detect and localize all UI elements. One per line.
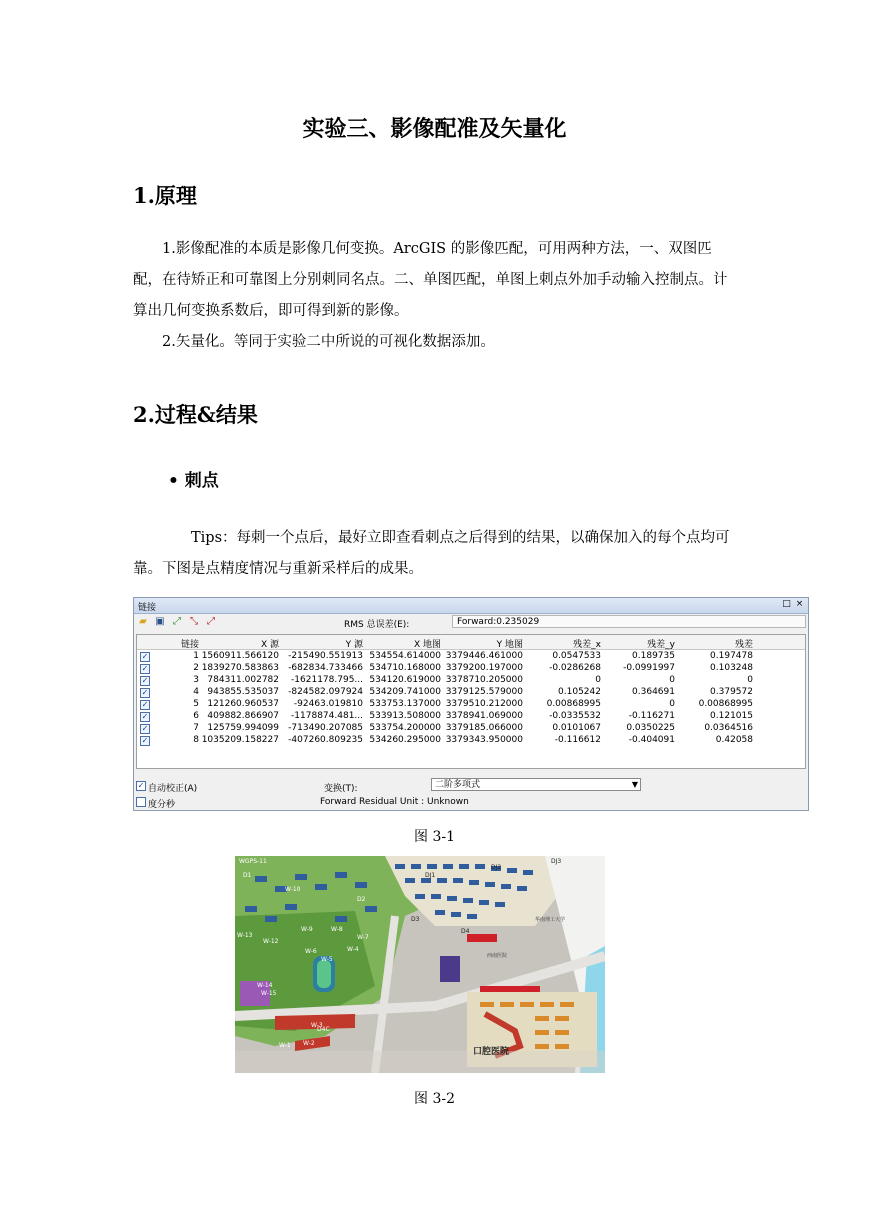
dms-label: 度分秒 (148, 800, 176, 810)
tips-paragraph: Tips：每刺一个点后，最好立即查看刺点之后得到的结果，以确保加入的每个点均可靠。下图是点精度情况与重新采样后的成果。 (133, 530, 730, 577)
transform-select-value: 二阶多项式 (435, 780, 481, 790)
bullet-heading-points: • 刺点 (168, 471, 219, 491)
table-cell: 0.0547533 (552, 651, 601, 661)
map-label-w-5: W-5 (321, 956, 333, 963)
table-cell: 0.00868995 (546, 699, 601, 709)
table-cell: 0.0350225 (626, 723, 675, 733)
table-cell: 0.0101067 (552, 723, 601, 733)
map-label-d4: D4 (461, 928, 470, 935)
table-row[interactable] (137, 735, 805, 746)
col-residual-y[interactable]: 残差_y (647, 640, 675, 650)
registered-map-image (235, 856, 605, 1073)
close-icon[interactable]: × (795, 599, 804, 609)
table-cell: 0.364691 (632, 687, 675, 697)
col-y-source[interactable]: Y 源 (345, 640, 363, 650)
table-cell: 0.0364516 (704, 723, 753, 733)
figure-caption-3-2: 图 3-2 (414, 1091, 455, 1107)
dialog-toolbar (134, 614, 808, 631)
table-cell: 534260.295000 (369, 735, 441, 745)
table-cell: 125759.994099 (207, 723, 279, 733)
chevron-down-icon: ▼ (631, 780, 638, 789)
table-cell: 0.00868995 (698, 699, 753, 709)
row-checkbox[interactable]: ✓ (141, 700, 149, 709)
residual-unit-text: Forward Residual Unit : Unknown (320, 797, 469, 807)
table-cell: 533754.200000 (369, 723, 441, 733)
table-cell: 534710.168000 (369, 663, 441, 673)
table-cell: -215490.551913 (288, 651, 363, 661)
map-label-w-1: W-1 (279, 1042, 291, 1049)
table-cell: 3379185.066000 (445, 723, 523, 733)
table-cell: -824582.097924 (288, 687, 363, 697)
table-row[interactable] (137, 711, 805, 722)
table-cell: 0.189735 (632, 651, 675, 661)
map-label-d4c: D4C (317, 1026, 330, 1033)
row-checkbox[interactable]: ✓ (141, 676, 149, 685)
table-cell: 7 (193, 723, 199, 733)
table-cell: 3378941.069000 (445, 711, 523, 721)
link-dialog (133, 597, 809, 811)
row-checkbox[interactable]: ✓ (141, 724, 149, 733)
map-label-dj2: DJ2 (491, 864, 502, 871)
page-title: 实验三、影像配准及矢量化 (302, 116, 567, 142)
table-cell: 0.42058 (715, 735, 753, 745)
principle-paragraph-2: 2.矢量化。等同于实验二中所说的可视化数据添加。 (162, 334, 495, 350)
map-label-w-15: W-15 (261, 990, 277, 997)
row-checkbox[interactable]: ✓ (141, 688, 149, 697)
rms-label: RMS 总误差(E): (344, 620, 410, 630)
col-residual[interactable]: 残差 (734, 640, 753, 650)
table-cell: 2 (193, 663, 199, 673)
map-label-w-9: W-9 (301, 926, 313, 933)
table-cell: 1839270.583863 (201, 663, 279, 673)
map-label-d1: D1 (243, 872, 252, 879)
map-label-w-8: W-8 (331, 926, 343, 933)
map-label-w-3: W-3 (311, 1022, 323, 1029)
save-icon[interactable]: ▣ (155, 616, 165, 627)
table-cell: 1035209.158227 (201, 735, 279, 745)
table-row[interactable] (137, 651, 805, 662)
table-cell: -713490.207085 (288, 723, 363, 733)
map-label-w-7: W-7 (357, 934, 369, 941)
table-cell: 3379343.950000 (445, 735, 523, 745)
table-row[interactable] (137, 663, 805, 674)
map-label-w-13: W-13 (237, 932, 253, 939)
map-label-w-12: W-12 (263, 938, 279, 945)
table-cell: 0 (669, 675, 675, 685)
table-cell: 0.121015 (710, 711, 753, 721)
table-cell: 0.103248 (710, 663, 753, 673)
table-cell: 0 (747, 675, 753, 685)
row-checkbox[interactable]: ✓ (141, 652, 149, 661)
table-cell: 533753.137000 (369, 699, 441, 709)
map-label-w-4: W-4 (347, 946, 359, 953)
restore-icon[interactable]: □ (782, 599, 791, 609)
table-cell: 0.105242 (558, 687, 601, 697)
auto-correct-label: 自动校正(A) (148, 784, 198, 794)
table-cell: 1 (193, 651, 199, 661)
map-label-w-6: W-6 (305, 948, 317, 955)
row-checkbox[interactable]: ✓ (141, 664, 149, 673)
table-cell: 3379446.461000 (445, 651, 523, 661)
table-cell: -0.116271 (628, 711, 675, 721)
table-cell: 0.379572 (710, 687, 753, 697)
table-cell: -0.0286268 (549, 663, 601, 673)
table-cell: 121260.960537 (207, 699, 279, 709)
col-x-source[interactable]: X 源 (260, 640, 279, 650)
map-label-dj3: DJ3 (551, 858, 562, 865)
table-cell: 784311.002782 (207, 675, 279, 685)
delete-link-icon[interactable]: ⤡ (190, 616, 198, 627)
map-label-w-14: W-14 (257, 982, 273, 989)
table-row[interactable] (137, 723, 805, 734)
map-label-w-2: W-2 (303, 1040, 315, 1047)
map-label-wgps-11: WGPS-11 (239, 858, 267, 865)
table-cell: 3378710.205000 (445, 675, 523, 685)
add-link-icon[interactable]: ⤢ (173, 616, 181, 627)
table-cell: -1621178.795... (291, 675, 363, 685)
table-cell: 0 (595, 675, 601, 685)
row-checkbox[interactable]: ✓ (141, 736, 149, 745)
table-cell: 3379510.212000 (445, 699, 523, 709)
col-link[interactable]: 链接 (180, 640, 199, 650)
dialog-title-bar (134, 598, 808, 614)
figure-caption-3-1: 图 3-1 (414, 829, 455, 845)
table-cell: -0.0991997 (623, 663, 675, 673)
links-table-header (137, 635, 805, 650)
table-cell: -0.116612 (554, 735, 601, 745)
transform-label: 变换(T): (324, 784, 358, 794)
section-heading-process: 2.过程&结果 (133, 402, 258, 427)
section-heading-principle: 1.原理 (133, 183, 197, 208)
table-cell: 4 (193, 687, 199, 697)
col-residual-x[interactable]: 残差_x (573, 640, 601, 650)
table-cell: 5 (193, 699, 199, 709)
map-label-southwest-hospital: 西南医院 (487, 953, 508, 959)
table-cell: 3 (193, 675, 199, 685)
table-cell: 534120.619000 (369, 675, 441, 685)
table-cell: 0 (669, 699, 675, 709)
table-cell: 3379125.579000 (445, 687, 523, 697)
table-cell: 943855.535037 (207, 687, 279, 697)
open-folder-icon[interactable]: ▰ (139, 616, 147, 627)
col-x-map[interactable]: X 地图 (413, 640, 441, 650)
map-label-w-10: W-10 (285, 886, 301, 893)
table-row[interactable] (137, 687, 805, 698)
table-cell: 534554.614000 (369, 651, 441, 661)
table-cell: 6 (193, 711, 199, 721)
table-cell: -92463.019810 (293, 699, 363, 709)
rms-value-field: Forward:0.235029 (452, 615, 806, 628)
table-cell: 1560911.566120 (201, 651, 279, 661)
table-row[interactable] (137, 699, 805, 710)
table-cell: 3379200.197000 (445, 663, 523, 673)
table-row[interactable] (137, 675, 805, 686)
links-table (136, 634, 806, 769)
table-cell: 0.197478 (710, 651, 753, 661)
row-checkbox[interactable]: ✓ (141, 712, 149, 721)
table-cell: -682834.733466 (288, 663, 363, 673)
auto-link-icon[interactable]: ⤢ (207, 616, 215, 627)
transform-select[interactable] (431, 778, 641, 791)
map-label-dj1: DJ1 (425, 872, 436, 879)
map-label-d3: D3 (411, 916, 420, 923)
table-cell: 533913.508000 (369, 711, 441, 721)
auto-correct-checkbox[interactable]: ✓ (137, 781, 145, 790)
dialog-title: 链接 (138, 603, 157, 613)
map-label-dental-hospital: 口腔医院 (473, 1047, 510, 1057)
table-cell: -1178874.481... (291, 711, 363, 721)
col-y-map[interactable]: Y 地图 (496, 640, 523, 650)
map-label-d2: D2 (357, 896, 366, 903)
table-cell: -0.404091 (628, 735, 675, 745)
table-cell: -407260.809235 (288, 735, 363, 745)
table-cell: 8 (193, 735, 199, 745)
table-cell: 409882.866907 (207, 711, 279, 721)
table-cell: 534209.741000 (369, 687, 441, 697)
table-cell: -0.0335532 (549, 711, 601, 721)
principle-paragraph-1: 1.影像配准的本质是影像几何变换。ArcGIS 的影像匹配，可用两种方法，一、双图匹配，在待矫正和可靠图上分别刺同名点。二、单图匹配，单图上刺点外加手动输入控制点。计算出几何变换系数后，即可得到新的影像。 (133, 241, 728, 319)
dms-checkbox[interactable] (136, 797, 146, 807)
map-label-university: 华南理工大学 (535, 917, 566, 923)
